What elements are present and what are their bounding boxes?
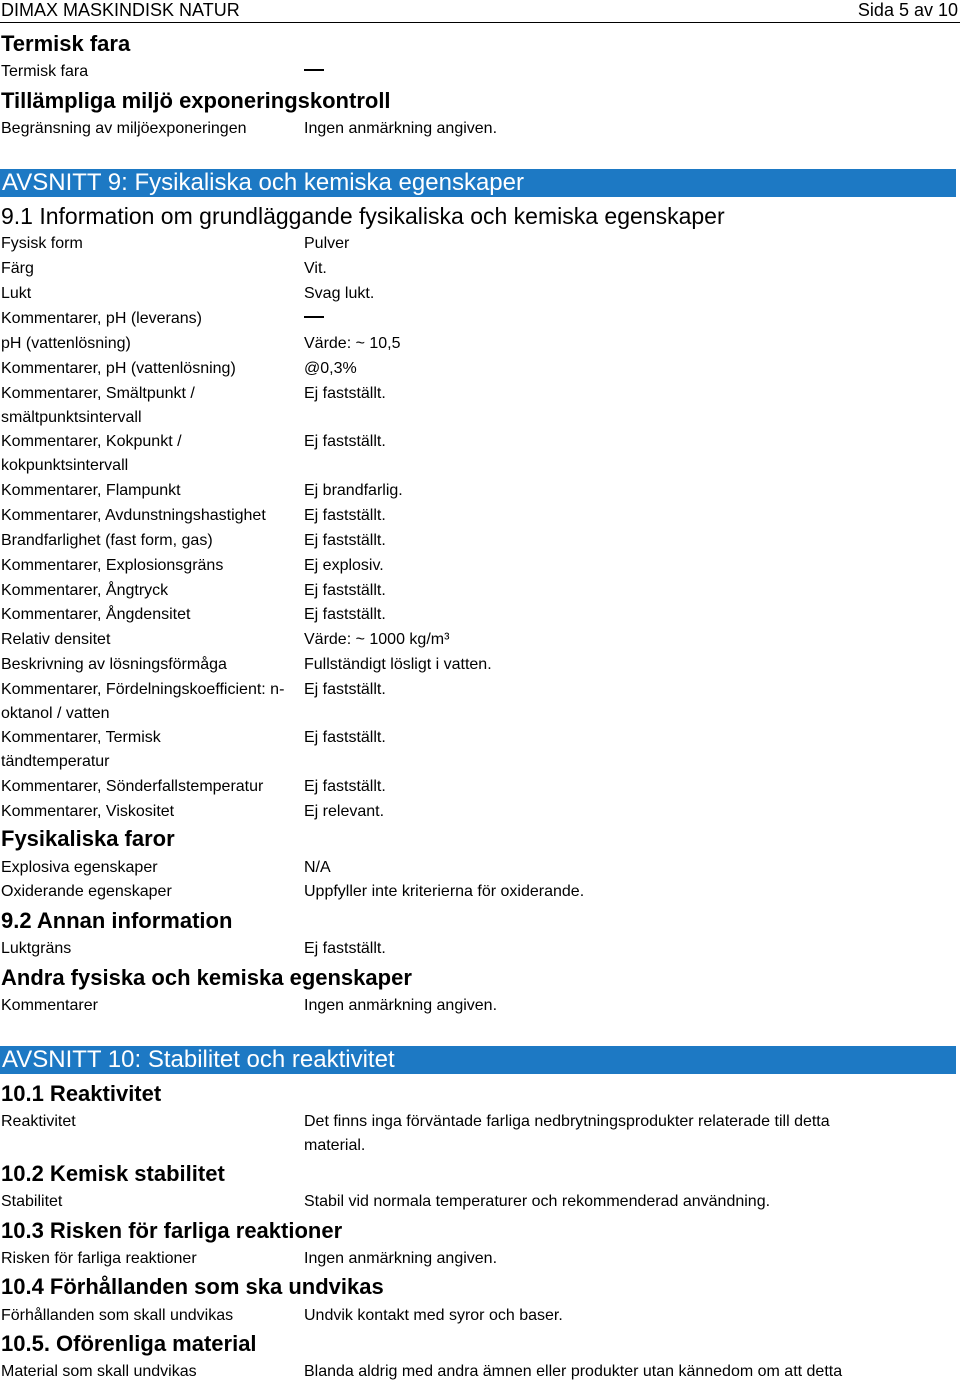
- property-value: Ej fastställt.: [304, 532, 386, 549]
- dash-icon: [304, 69, 324, 71]
- andra-egenskaper-heading: Andra fysiska och kemiska egenskaper: [1, 965, 412, 990]
- property-label: Brandfarlighet (fast form, gas): [1, 532, 213, 549]
- property-label: Relativ densitet: [1, 631, 111, 648]
- property-value: Ej fastställt.: [304, 681, 386, 698]
- property-label: Färg: [1, 260, 34, 277]
- section-10-1-heading: 10.1 Reaktivitet: [1, 1081, 162, 1106]
- property-label: Kommentarer, Smältpunkt / smältpunktsintervall: [1, 385, 195, 426]
- termisk-fara-label: Termisk fara: [1, 63, 89, 80]
- property-label: Kommentarer, Kokpunkt / kokpunktsintervall: [1, 433, 182, 474]
- property-value: Värde: ~ 1000 kg/m³: [304, 631, 450, 648]
- property-value: Ingen anmärkning angiven.: [304, 1250, 498, 1267]
- property-value: Ej fastställt.: [304, 385, 386, 402]
- property-label: Fysisk form: [1, 235, 83, 252]
- property-label: Beskrivning av lösningsförmåga: [1, 656, 227, 673]
- property-label: Kommentarer, Fördelningskoefficient: n-oktanol / vatten: [1, 681, 285, 722]
- property-label: Kommentarer, Explosionsgräns: [1, 557, 224, 574]
- property-value: Det finns inga förväntade farliga nedbrytningsprodukter relaterade till detta material.: [304, 1113, 830, 1154]
- section-9-1-heading: 9.1 Information om grundläggande fysikaliska och kemiska egenskaper: [1, 203, 725, 229]
- property-value: Undvik kontakt med syror och baser.: [304, 1307, 563, 1324]
- property-value: Blanda aldrig med andra ämnen eller produkter utan kännedom om att detta: [304, 1363, 843, 1380]
- property-value: Ej fastställt.: [304, 729, 386, 746]
- section-10-3-heading: 10.3 Risken för farliga reaktioner: [1, 1218, 343, 1243]
- property-value: Uppfyller inte kriterierna för oxiderande.: [304, 883, 585, 900]
- miljo-heading: Tillämpliga miljö exponeringskontroll: [1, 88, 391, 113]
- property-value: N/A: [304, 859, 331, 876]
- termisk-fara-value: [304, 60, 904, 84]
- termisk-fara-heading: Termisk fara: [1, 31, 131, 56]
- property-label: Kommentarer: [1, 997, 98, 1014]
- property-value: Vit.: [304, 260, 327, 277]
- property-label: Kommentarer, Flampunkt: [1, 482, 181, 499]
- section-9-title: AVSNITT 9: Fysikaliska och kemiska egenskaper: [0, 169, 956, 197]
- page-header: [0, 0, 960, 23]
- property-value: Ej fastställt.: [304, 507, 386, 524]
- miljo-label: Begränsning av miljöexponeringen: [1, 120, 247, 137]
- dash-icon: [304, 316, 324, 318]
- property-label: Kommentarer, Sönderfallstemperatur: [1, 778, 264, 795]
- property-value: Ej fastställt.: [304, 582, 386, 599]
- property-value: Svag lukt.: [304, 285, 375, 302]
- section-9-2-heading: 9.2 Annan information: [1, 908, 233, 933]
- property-label: Kommentarer, Ångdensitet: [1, 606, 191, 623]
- fysikaliska-faror-heading: Fysikaliska faror: [1, 826, 175, 851]
- property-value: Ej explosiv.: [304, 557, 384, 574]
- property-value: Pulver: [304, 235, 350, 252]
- property-label: Explosiva egenskaper: [1, 859, 158, 876]
- property-value: Ej fastställt.: [304, 940, 386, 957]
- company-name: DIMAX MASKINDISK NATUR: [1, 0, 240, 20]
- property-value: @0,3%: [304, 360, 357, 377]
- property-label: Risken för farliga reaktioner: [1, 1250, 197, 1267]
- property-label: pH (vattenlösning): [1, 335, 131, 352]
- section-10-2-heading: 10.2 Kemisk stabilitet: [1, 1161, 225, 1186]
- property-value: Ingen anmärkning angiven.: [304, 997, 498, 1014]
- property-value: Ej fastställt.: [304, 778, 386, 795]
- section-10-4-heading: 10.4 Förhållanden som ska undvikas: [1, 1274, 384, 1299]
- property-label: Luktgräns: [1, 940, 72, 957]
- property-label: Kommentarer, Ångtryck: [1, 582, 169, 599]
- property-label: Kommentarer, Viskositet: [1, 803, 175, 820]
- property-label: Material som skall undvikas: [1, 1363, 197, 1380]
- property-label: Kommentarer, pH (leverans): [1, 310, 202, 327]
- property-value: Ej fastställt.: [304, 606, 386, 623]
- property-label: Reaktivitet: [1, 1113, 76, 1130]
- property-value: Ej fastställt.: [304, 433, 386, 450]
- property-value: [304, 307, 904, 331]
- section-10-title: AVSNITT 10: Stabilitet och reaktivitet: [0, 1046, 956, 1074]
- section-10-5-heading: 10.5. Oförenliga material: [1, 1331, 257, 1356]
- miljo-value: Ingen anmärkning angiven.: [304, 120, 498, 137]
- property-value: Värde: ~ 10,5: [304, 335, 401, 352]
- property-label: Förhållanden som skall undvikas: [1, 1307, 234, 1324]
- property-value: Stabil vid normala temperaturer och rekommenderad användning.: [304, 1193, 771, 1210]
- property-value: Ej relevant.: [304, 803, 385, 820]
- property-value: Fullständigt lösligt i vatten.: [304, 656, 492, 673]
- property-label: Oxiderande egenskaper: [1, 883, 172, 900]
- page-number: Sida 5 av 10: [857, 0, 958, 20]
- property-value: Ej brandfarlig.: [304, 482, 403, 499]
- property-label: Kommentarer, pH (vattenlösning): [1, 360, 236, 377]
- property-label: Stabilitet: [1, 1193, 63, 1210]
- property-label: Kommentarer, Avdunstningshastighet: [1, 507, 266, 524]
- property-label: Lukt: [1, 285, 32, 302]
- property-label: Kommentarer, Termisk tändtemperatur: [1, 729, 161, 770]
